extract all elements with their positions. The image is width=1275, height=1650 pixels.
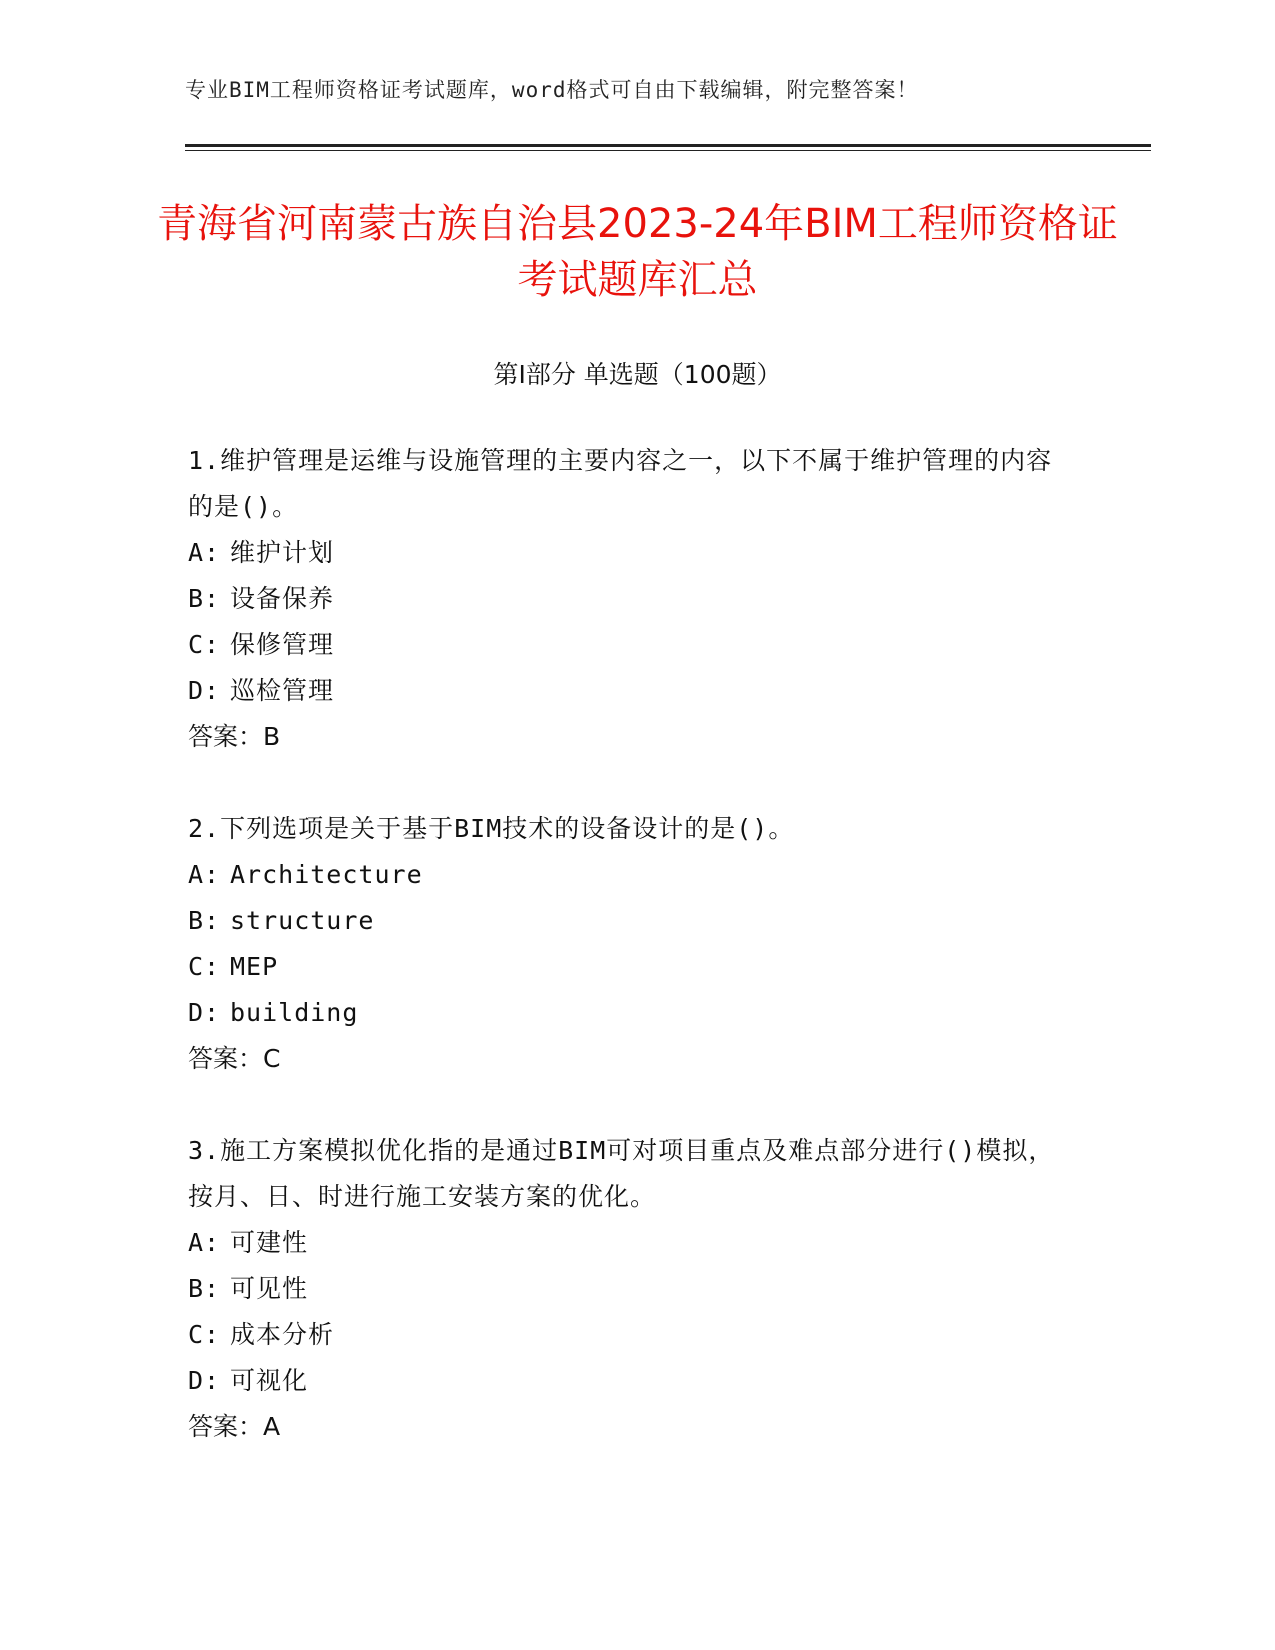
- option-text: Architecture: [230, 860, 423, 889]
- question-stem: 2.下列选项是关于基于BIM技术的设备设计的是()。: [188, 814, 795, 843]
- option-d: [188, 990, 1068, 1036]
- question-1: [188, 438, 1068, 760]
- option-text: 保修管理: [230, 630, 335, 659]
- option-a: [188, 530, 1068, 576]
- option-b: [188, 898, 1068, 944]
- question-stem: 3.施工方案模拟优化指的是通过BIM可对项目重点及难点部分进行()模拟，按月、日、时进行施工安装方案的优化。: [188, 1136, 1055, 1211]
- header-note: 专业BIM工程师资格证考试题库，word格式可自由下载编辑，附完整答案！: [185, 78, 919, 102]
- option-b: [188, 576, 1068, 622]
- question-3: [188, 1128, 1068, 1450]
- option-letter: D:: [188, 998, 221, 1027]
- option-text: 可见性: [230, 1274, 309, 1303]
- option-c: [188, 622, 1068, 668]
- option-letter: C:: [188, 952, 221, 981]
- option-letter: A:: [188, 538, 221, 567]
- answer: 答案：C: [188, 1044, 281, 1073]
- question-2: [188, 806, 1068, 1082]
- option-text: building: [230, 998, 359, 1027]
- section-heading: 第Ⅰ部分 单选题（100题）: [493, 360, 782, 389]
- document-title: 青海省河南蒙古族自治县2023-24年BIM工程师资格证考试题库汇总: [157, 201, 1118, 303]
- option-letter: C:: [188, 630, 221, 659]
- option-text: MEP: [230, 952, 279, 981]
- answer: 答案：A: [188, 1412, 281, 1441]
- option-letter: D:: [188, 676, 221, 705]
- header-rule-thin: [185, 150, 1151, 151]
- option-text: structure: [230, 906, 375, 935]
- answer: 答案：B: [188, 722, 281, 751]
- option-text: 成本分析: [230, 1320, 335, 1349]
- option-text: 维护计划: [230, 538, 335, 567]
- option-a: [188, 852, 1068, 898]
- option-letter: D:: [188, 1366, 221, 1395]
- option-letter: A:: [188, 1228, 221, 1257]
- option-letter: B:: [188, 584, 221, 613]
- option-d: [188, 668, 1068, 714]
- option-d: [188, 1358, 1068, 1404]
- option-text: 可建性: [230, 1228, 309, 1257]
- option-text: 可视化: [230, 1366, 309, 1395]
- option-letter: C:: [188, 1320, 221, 1349]
- question-list: [188, 438, 1068, 1496]
- header-rule-thick: [185, 144, 1151, 147]
- option-text: 设备保养: [230, 584, 335, 613]
- option-a: [188, 1220, 1068, 1266]
- option-b: [188, 1266, 1068, 1312]
- question-stem: 1.维护管理是运维与设施管理的主要内容之一，以下不属于维护管理的内容的是()。: [188, 446, 1053, 521]
- option-letter: A:: [188, 860, 221, 889]
- option-letter: B:: [188, 906, 221, 935]
- option-text: 巡检管理: [230, 676, 335, 705]
- option-c: [188, 1312, 1068, 1358]
- option-letter: B:: [188, 1274, 221, 1303]
- option-c: [188, 944, 1068, 990]
